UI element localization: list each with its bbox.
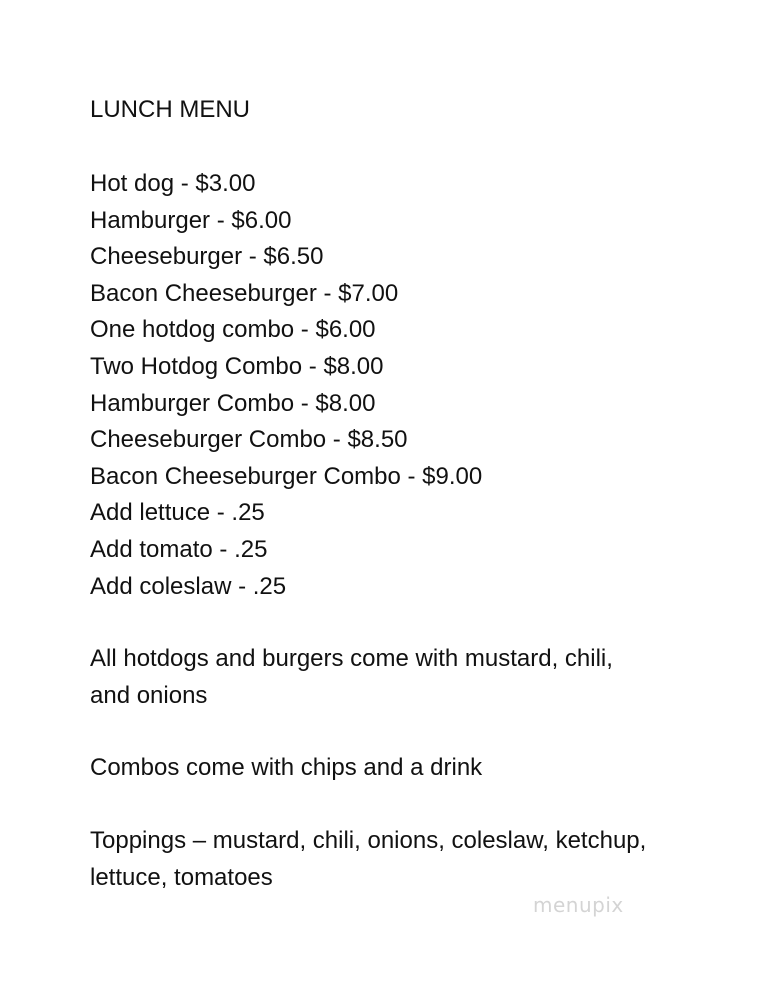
menu-item: Two Hotdog Combo - $8.00 [90,352,384,380]
menu-item: One hotdog combo - $6.00 [90,316,376,344]
menu-item: Bacon Cheeseburger Combo - $9.00 [90,462,483,490]
menu-item: Hamburger Combo - $8.00 [90,389,376,417]
menu-item-list [90,166,710,605]
toppings-note: Toppings – mustard, chili, onions, coleslaw, ketchup, lettuce, tomatoes [90,826,647,891]
combos-note: Combos come with chips and a drink [90,754,483,782]
page-title: LUNCH MENU [90,96,251,123]
menu-item: Hot dog - $3.00 [90,170,256,197]
menu-item: Hamburger - $6.00 [90,206,292,234]
served-with-note: All hotdogs and burgers come with mustard, chili, and onions [90,645,613,709]
watermark-logo: menupix [533,893,624,917]
menu-item: Add coleslaw - .25 [90,572,287,600]
menu-item: Add tomato - .25 [90,535,268,563]
menu-item: Bacon Cheeseburger - $7.00 [90,279,399,307]
menu-item: Cheeseburger - $6.50 [90,243,324,271]
menu-item: Add lettuce - .25 [90,499,265,527]
menu-page [90,92,710,896]
menu-item: Cheeseburger Combo - $8.50 [90,426,408,454]
